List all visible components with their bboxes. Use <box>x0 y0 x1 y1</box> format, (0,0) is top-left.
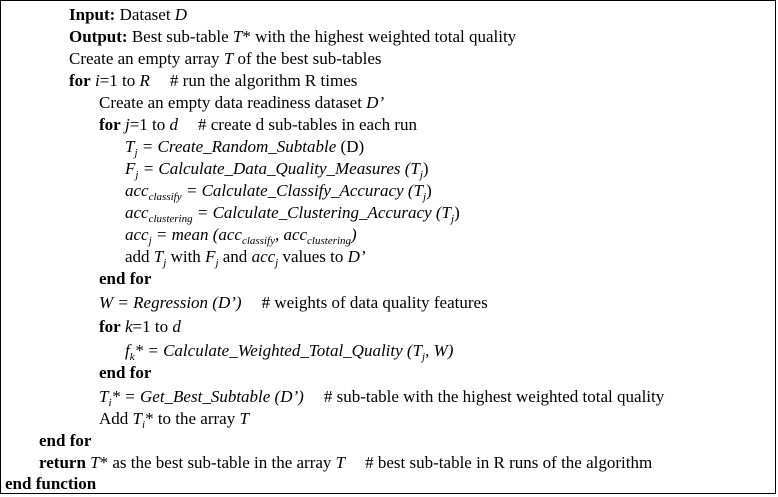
clustering-accuracy-call: = Calculate_Clustering_Accuracy <box>192 203 436 222</box>
add-array-text: * to the array <box>145 409 240 428</box>
outer-for-line <box>69 71 357 91</box>
clustering-accuracy-arg-sub: j <box>451 213 455 225</box>
tj-sub: j <box>134 147 138 159</box>
mean-mid: , acc <box>274 225 308 244</box>
inner-for-line <box>99 115 417 135</box>
loop-range: =1 to <box>99 71 140 90</box>
input-line <box>69 5 187 25</box>
classify-accuracy-line <box>125 181 432 201</box>
add-dataset-var: D’ <box>347 247 366 266</box>
input-var: D <box>174 5 188 24</box>
loop-var-d: d <box>172 317 181 336</box>
return-var: T <box>90 453 100 472</box>
add-to-array-line <box>99 409 249 429</box>
for-keyword: for <box>69 71 91 90</box>
end-for-keyword: end for <box>39 431 92 450</box>
output-line <box>69 27 516 47</box>
add-tj-var: T <box>153 247 164 266</box>
output-text-b: * with the highest weighted total quality <box>242 27 517 46</box>
add-text: Add <box>99 409 133 428</box>
loop-var-i: i <box>94 71 100 90</box>
outer-for-comment: # run the algorithm R times <box>169 71 358 90</box>
mean-clustering-sub: clustering <box>307 235 352 247</box>
create-array-var: T <box>223 49 234 68</box>
acc-var: acc <box>125 181 149 200</box>
add-text: add <box>125 247 154 266</box>
tj-var: T <box>125 137 135 156</box>
weighted-quality-arg-sub: j <box>422 351 426 363</box>
add-with-text: with <box>166 247 206 266</box>
add-values-line <box>125 247 366 267</box>
input-keyword: Input: <box>69 5 116 24</box>
create-dataset-var: D’ <box>366 93 385 112</box>
return-line <box>39 453 652 473</box>
for-keyword: for <box>99 115 121 134</box>
output-var: T <box>232 27 243 46</box>
random-subtable-line <box>125 137 364 157</box>
quality-measures-line <box>125 159 429 179</box>
quality-measures-arg-sub: j <box>419 169 423 181</box>
acc-var: acc <box>125 225 149 244</box>
k-for-line <box>99 317 181 337</box>
weighted-quality-call: * = Calculate_Weighted_Total_Quality (T <box>134 341 423 360</box>
acc-var: acc <box>125 203 149 222</box>
regression-comment: # weights of data quality features <box>261 293 488 312</box>
return-keyword: return <box>39 453 86 472</box>
create-array-text: Create an empty array <box>69 49 224 68</box>
add-and-text: and <box>218 247 252 266</box>
mean-accuracy-line <box>125 225 357 245</box>
inner-end-for <box>99 269 151 289</box>
best-subtable-comment: # sub-table with the highest weighted total quality <box>323 387 665 406</box>
acc-j-sub: j <box>148 235 152 247</box>
add-acc-sub: j <box>275 257 279 269</box>
k-end-for <box>99 363 151 383</box>
random-subtable-call: = Create_Random_Subtable <box>137 137 341 156</box>
end-for-keyword: end for <box>99 363 152 382</box>
best-subtable-line <box>99 387 664 407</box>
clustering-accuracy-line <box>125 203 460 223</box>
end-function-keyword: end function <box>5 474 97 493</box>
add-array-var: T <box>239 409 249 428</box>
fj-sub: j <box>135 169 139 181</box>
loop-var-d: d <box>169 115 179 134</box>
weighted-quality-line <box>125 341 453 361</box>
fj-var: F <box>125 159 136 178</box>
regression-line <box>99 293 488 313</box>
add-ti-var: T <box>132 409 142 428</box>
output-keyword: Output: <box>69 27 128 46</box>
create-dataset-text: Create an empty data readiness dataset <box>99 93 367 112</box>
regression-expr: W = Regression (D’) <box>99 293 242 312</box>
add-values-text: values to <box>278 247 348 266</box>
add-fj-sub: j <box>215 257 219 269</box>
classify-accuracy-arg: (T <box>407 181 424 200</box>
for-keyword: for <box>99 317 121 336</box>
add-tj-sub: j <box>163 257 167 269</box>
clustering-accuracy-arg: (T <box>435 203 452 222</box>
mean-call: = mean (acc <box>151 225 242 244</box>
ti-sub: i <box>108 397 112 409</box>
end-for-keyword: end for <box>99 269 152 288</box>
classify-accuracy-arg-sub: j <box>423 191 427 203</box>
classify-accuracy-close: ) <box>426 181 432 200</box>
fk-sub: k <box>129 351 135 363</box>
add-ti-sub: i <box>142 419 146 431</box>
create-array-line <box>69 49 382 69</box>
end-function-line <box>5 474 96 494</box>
outer-end-for <box>39 431 91 451</box>
acc-classify-sub: classify <box>148 191 182 203</box>
quality-measures-close: ) <box>422 159 429 178</box>
create-dataset-line <box>99 93 384 113</box>
classify-accuracy-call: = Calculate_Classify_Accuracy <box>181 181 408 200</box>
input-text: Dataset <box>115 5 175 24</box>
add-fj-var: F <box>205 247 216 266</box>
return-array-var: T <box>335 453 346 472</box>
clustering-accuracy-close: ) <box>454 203 460 222</box>
add-acc-var: acc <box>251 247 276 266</box>
acc-clustering-sub: clustering <box>148 213 193 225</box>
return-comment: # best sub-table in R runs of the algorithm <box>365 453 653 472</box>
loop-var-r: R <box>139 71 150 90</box>
return-text: * as the best sub-table in the array <box>99 453 336 472</box>
best-subtable-call: * = Get_Best_Subtable (D’) <box>111 387 304 406</box>
inner-for-comment: # create d sub-tables in each run <box>198 115 418 134</box>
create-array-text-b: of the best sub-tables <box>233 49 382 68</box>
mean-classify-sub: classify <box>241 235 275 247</box>
fk-var: f <box>125 341 130 360</box>
output-text-a: Best sub-table <box>127 27 233 46</box>
loop-range: =1 to <box>132 317 173 336</box>
quality-measures-call: = Calculate_Data_Quality_Measures <box>138 159 405 178</box>
weighted-quality-close: , W) <box>425 341 454 360</box>
quality-measures-arg: (T <box>404 159 420 178</box>
loop-var-j: j <box>124 115 130 134</box>
mean-close: ) <box>351 225 357 244</box>
loop-range: =1 to <box>129 115 170 134</box>
random-subtable-arg: (D) <box>340 137 365 156</box>
ti-var: T <box>99 387 109 406</box>
loop-var-k: k <box>124 317 133 336</box>
